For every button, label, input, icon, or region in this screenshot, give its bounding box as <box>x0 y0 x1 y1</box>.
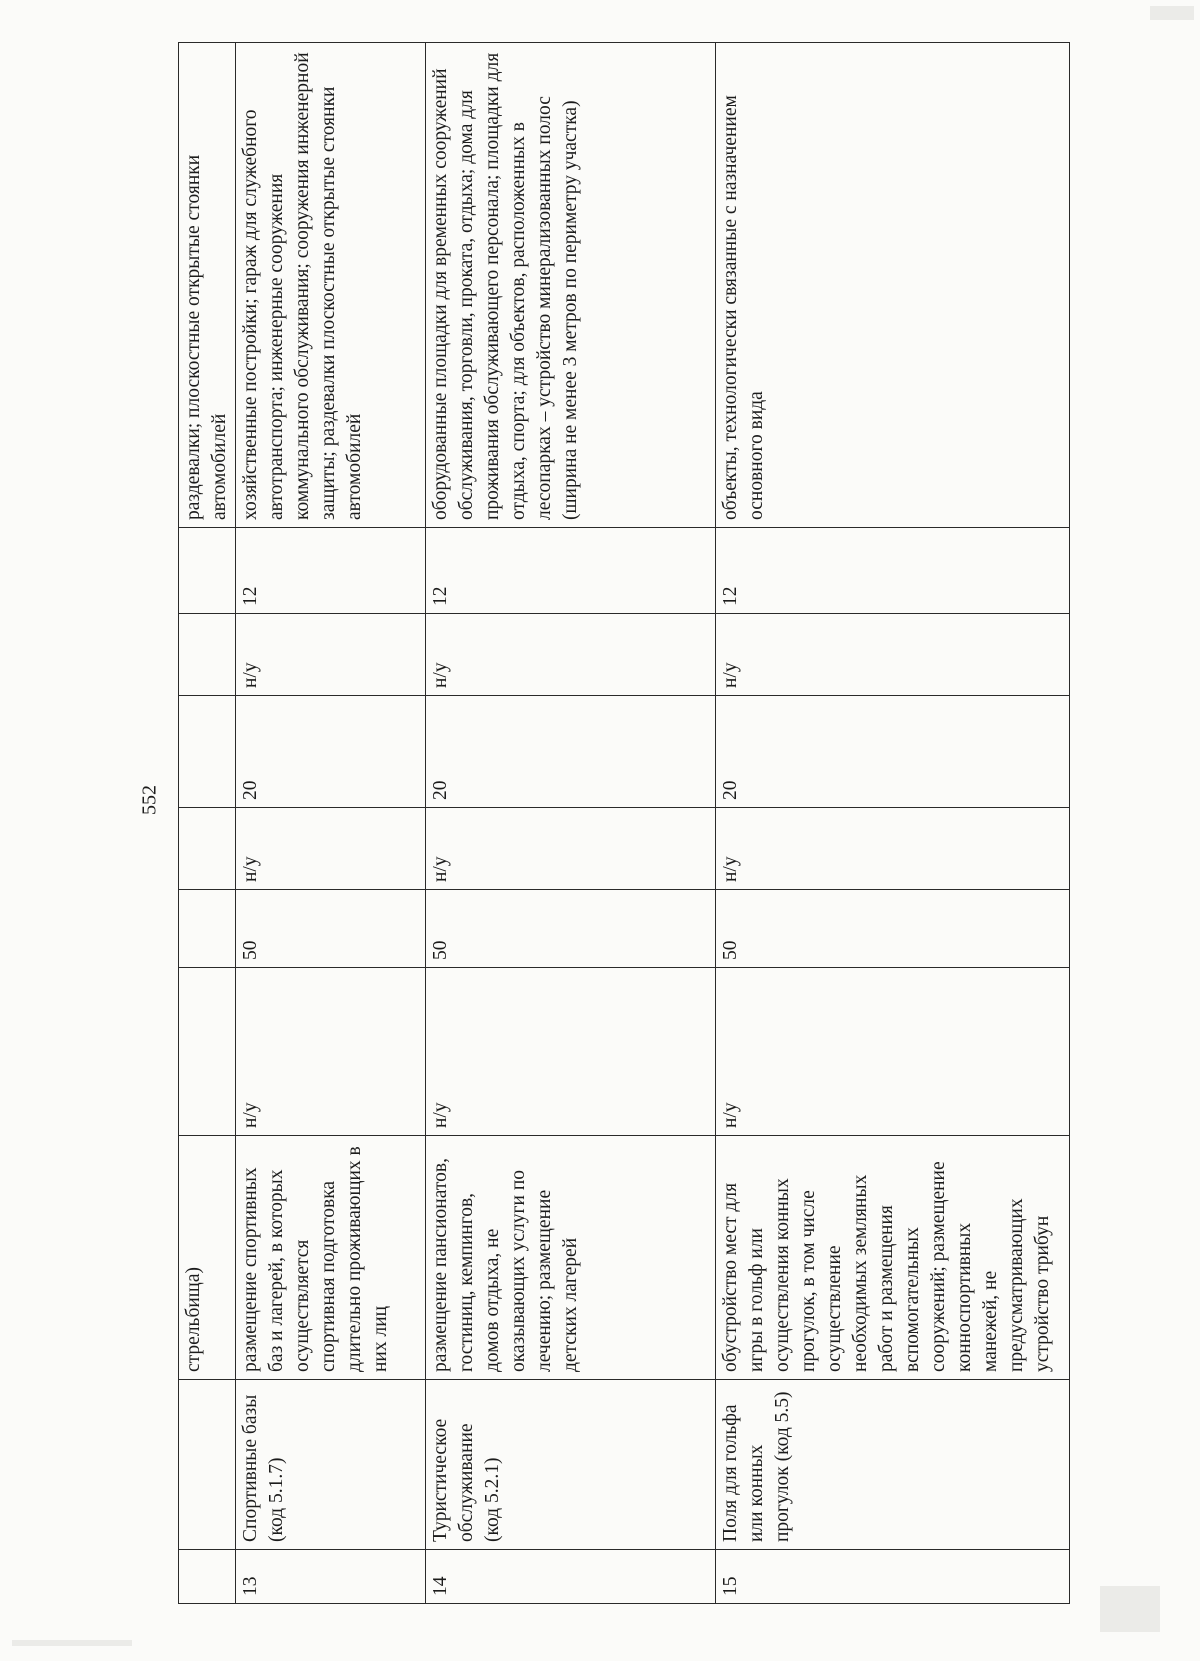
table-row <box>426 43 716 1604</box>
use-type-description: размещение спортивных баз и лагерей, в которых осуществляется спортивная подготовка длительно проживающих в них лиц <box>236 1136 426 1380</box>
table-cell: раздевалки; плоскостные открытые стоянки автомобилей <box>179 43 236 528</box>
auxiliary-uses: оборудованные площадки для временных сооружений обслуживания, торговли, проката, отдыха; дома для проживания обслуживающего персонала; площадки для отдыха, спорта; для объектов, расположенных в лесопарках – устройство минерализованных полос (ширина не менее 3 метров по периметру участка) <box>426 43 716 528</box>
scan-speck <box>12 1640 132 1646</box>
use-type-name: Поля для гольфа или конных прогулок (код 5.5) <box>716 1380 1070 1550</box>
param-cell: н/у <box>716 968 1070 1136</box>
scan-speck <box>1100 1586 1160 1632</box>
param-cell: н/у <box>716 614 1070 696</box>
use-type-name: Спортивные базы (код 5.1.7) <box>236 1380 426 1550</box>
auxiliary-uses: хозяйственные постройки; гараж для служебного автотранспорта; инженерные сооружения коммунального обслуживания; сооружения инженерной защиты; раздевалки плоскостные открытые стоянки автомобилей <box>236 43 426 528</box>
scan-speck <box>1150 6 1194 20</box>
param-cell: н/у <box>426 968 716 1136</box>
row-number: 15 <box>716 1550 1070 1604</box>
param-cell: н/у <box>716 808 1070 890</box>
param-cell: 12 <box>236 528 426 614</box>
table-cell: стрельбища) <box>179 1136 236 1380</box>
table-cell <box>179 696 236 808</box>
row-number: 13 <box>236 1550 426 1604</box>
param-cell: 50 <box>426 890 716 968</box>
page-number: 552 <box>138 785 161 815</box>
param-cell: н/у <box>236 968 426 1136</box>
table-cell <box>179 528 236 614</box>
table-row <box>179 43 236 1604</box>
table-cell <box>179 890 236 968</box>
use-type-name: Туристическое обслуживание (код 5.2.1) <box>426 1380 716 1550</box>
param-cell: 50 <box>716 890 1070 968</box>
param-cell: 20 <box>426 696 716 808</box>
param-cell: 50 <box>236 890 426 968</box>
table-cell <box>179 1380 236 1550</box>
param-cell: н/у <box>426 808 716 890</box>
table-cell <box>179 808 236 890</box>
param-cell: 12 <box>426 528 716 614</box>
param-cell: 12 <box>716 528 1070 614</box>
param-cell: н/у <box>236 614 426 696</box>
auxiliary-uses: объекты, технологически связанные с назначением основного вида <box>716 43 1070 528</box>
row-number: 14 <box>426 1550 716 1604</box>
use-type-description: размещение пансионатов, гостиниц, кемпингов, домов отдыха, не оказывающих услуги по лечению; размещение детских лагерей <box>426 1136 716 1380</box>
table-cell <box>179 968 236 1136</box>
param-cell: 20 <box>236 696 426 808</box>
table-row <box>716 43 1070 1604</box>
table-cell <box>179 614 236 696</box>
land-use-table <box>178 42 1070 1604</box>
param-cell: н/у <box>236 808 426 890</box>
param-cell: 20 <box>716 696 1070 808</box>
rotated-table-wrapper <box>178 43 1068 1604</box>
table-cell <box>179 1550 236 1604</box>
param-cell: н/у <box>426 614 716 696</box>
table-row <box>236 43 426 1604</box>
use-type-description: обустройство мест для игры в гольф или осуществления конных прогулок, в том числе осуществление необходимых земляных работ и размещения вспомогательных сооружений; размещение конноспортивных манежей, не предусматривающих устройство трибун <box>716 1136 1070 1380</box>
